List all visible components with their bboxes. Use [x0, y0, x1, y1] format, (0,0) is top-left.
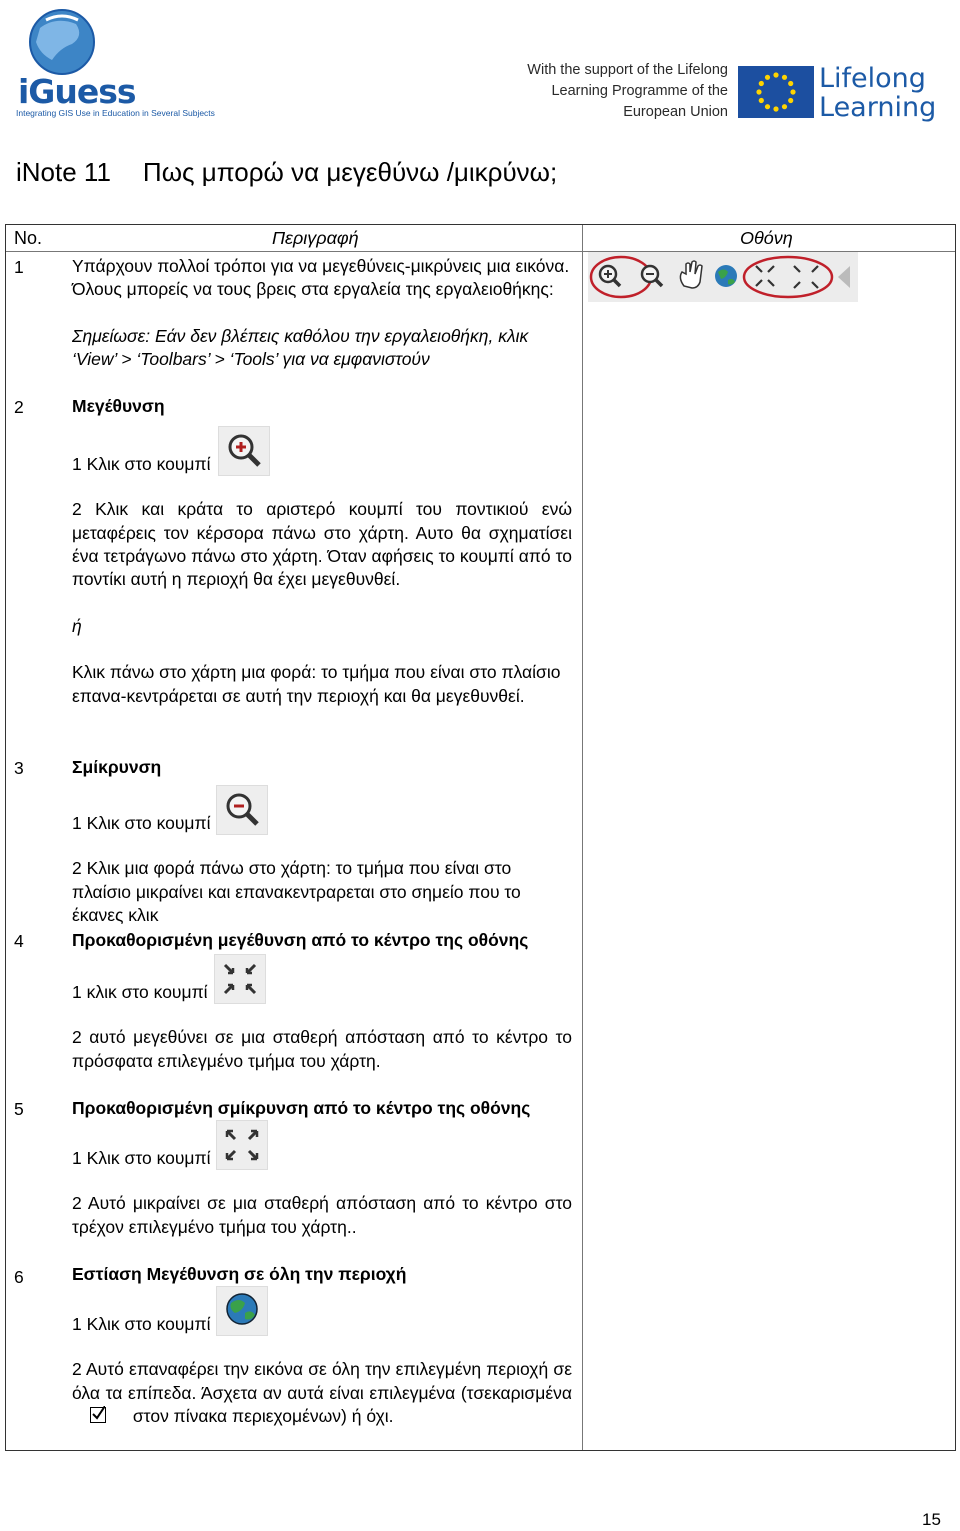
eu-support-line: European Union [623, 104, 728, 120]
row-2-step2: 2 Κλικ και κράτα το αριστερό κουμπί του ποντικιού ενώ μεταφέρεις τον κέρσορα πάνω στο χάρτη. Αυτο θα σχηματίσει ένα τετράγωνο πάνω στο χάρτη. Όταν αφήσεις το κουμπί από το ποντίκι αυτή η περιοχή θα έχει μεγεθυνθεί. [72, 499, 572, 590]
row-2-title: Μεγέθυνση [72, 396, 165, 416]
column-divider [582, 225, 583, 1450]
eu-star [773, 72, 778, 77]
checkbox-checked-icon [90, 1407, 106, 1423]
step-label: 1 Κλικ στο κουμπί [72, 454, 211, 474]
row-6-description [72, 1263, 572, 1428]
lifelong-learning-logo [819, 64, 936, 122]
row-number: 6 [14, 1267, 24, 1287]
row-1-note: Σημείωσε: Εάν δεν βλέπεις καθόλου την εργαλειοθήκη, κλικ ‘View’ > ‘Toolbars’ > ‘Tools’ για να εμφανιστούν [72, 325, 529, 370]
row-4-step1 [72, 954, 572, 1004]
fixed-zoom-in-icon [214, 954, 266, 1004]
step-label: 1 κλικ στο κουμπί [72, 982, 208, 1002]
iguess-tagline: Integrating GIS Use in Education in Several Subjects [16, 108, 215, 118]
eu-star [765, 75, 770, 80]
row-2-alt: Κλικ πάνω στο χάρτη μια φορά: το τμήμα που είναι στο πλαίσιο επανα-κεντράρεται σε αυτή την περιοχή και θα μεγεθυνθεί. [72, 662, 561, 706]
row-number: 2 [14, 397, 24, 417]
row-3-step2: 2 Κλικ μια φορά πάνω στο χάρτη: το τμήμα που είναι στο πλαίσιο μικραίνει και επανακεντραρεται στο σημείο που το έκανες κλικ [72, 858, 521, 925]
zoom-out-icon [216, 785, 268, 835]
row-4-title: Προκαθορισμένη μεγέθυνση από το κέντρο της οθόνης [72, 930, 529, 950]
zoom-in-icon [218, 426, 270, 476]
toolbar-screenshot [588, 252, 858, 302]
instructions-table [5, 224, 956, 1451]
step-label: 1 Κλικ στο κουμπί [72, 813, 211, 833]
row-4-step2: 2 αυτό μεγεθύνει σε μια σταθερή απόσταση από το κέντρο το πρόσφατα επιλεγμένο τμήμα του χάρτη. [72, 1027, 572, 1071]
eu-star [788, 98, 793, 103]
row-2-description [72, 395, 572, 708]
page-title [16, 157, 557, 188]
eu-star [790, 89, 795, 94]
eu-star [782, 75, 787, 80]
row-number: 1 [14, 257, 24, 277]
row-3-title: Σμίκρυνση [72, 757, 162, 777]
header-screen: Οθόνη [740, 228, 793, 248]
row-3-description [72, 756, 572, 927]
full-extent-globe-icon [216, 1286, 268, 1336]
ll-line: Learning [819, 92, 937, 123]
row-6-step2-a: 2 Αυτό επαναφέρει την εικόνα σε όλη την επιλεγμένη περιοχή σε όλα τα επίπεδα. Άσχετα αν αυτά είναι επιλεγμένα (τσεκαρισμένα [72, 1359, 572, 1403]
header-description: Περιγραφή [272, 228, 359, 248]
row-number: 5 [14, 1099, 24, 1119]
step-label: 1 Κλικ στο κουμπί [72, 1314, 211, 1334]
row-number: 3 [14, 758, 24, 778]
row-4-description [72, 929, 572, 1073]
eu-star [759, 98, 764, 103]
header-no: No. [14, 228, 43, 248]
eu-star [773, 106, 778, 111]
eu-support-line: With the support of the Lifelong [527, 62, 728, 78]
row-6-step1 [72, 1286, 572, 1336]
row-6-step2-b: στον πίνακα περιεχομένων) ή όχι. [132, 1405, 394, 1426]
row-1-text: Υπάρχουν πολλοί τρόποι για να μεγεθύνεις-μικρύνεις μια εικόνα. Όλους μπορείς να τους βρεις στα εργαλεία της εργαλειοθήκης: [72, 256, 570, 300]
eu-star [765, 104, 770, 109]
row-3-step1 [72, 785, 572, 835]
title-code: iNote 11 [16, 157, 111, 187]
row-6-title: Εστίαση Μεγέθυνση σε όλη την περιοχή [72, 1264, 407, 1284]
fixed-zoom-out-icon [216, 1120, 268, 1170]
step-label: 1 Κλικ στο κουμπί [72, 1148, 211, 1168]
row-number: 4 [14, 931, 24, 951]
eu-star [788, 81, 793, 86]
row-5-title: Προκαθορισμένη σμίκρυνση από το κέντρο της οθόνης [72, 1098, 531, 1118]
row-5-step2: 2 Αυτό μικραίνει σε μια σταθερή απόσταση από το κέντρο στο τρέχον επιλεγμένο τμήμα του χάρτη.. [72, 1193, 572, 1237]
eu-star [759, 81, 764, 86]
eu-support-text [510, 60, 728, 123]
eu-support-line: Learning Programme of the [551, 83, 728, 99]
eu-flag-icon [738, 66, 814, 118]
row-5-description [72, 1097, 572, 1239]
eu-star [782, 104, 787, 109]
row-6-step2 [72, 1358, 572, 1428]
ll-line: Lifelong [819, 63, 926, 94]
iguess-logo-text: iGuess [18, 72, 136, 111]
eu-star [756, 89, 761, 94]
row-1-description [72, 255, 572, 371]
full-extent-globe-icon [715, 265, 737, 287]
row-2-step1 [72, 426, 572, 476]
title-text: Πως μπορώ να μεγεθύνω /μικρύνω; [142, 157, 558, 187]
page-number: 15 [922, 1510, 941, 1529]
row-5-step1 [72, 1120, 572, 1170]
row-2-or: ή [72, 615, 82, 636]
